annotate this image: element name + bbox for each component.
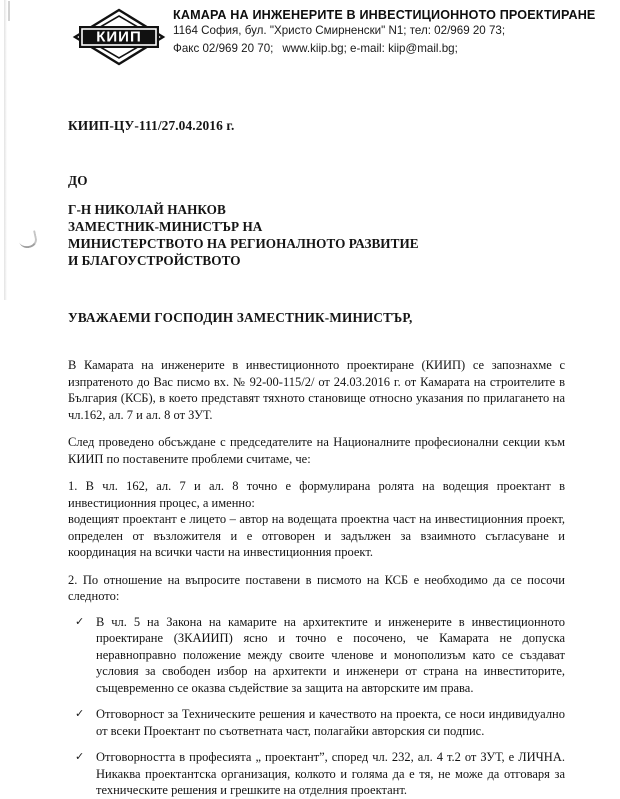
salutation: УВАЖАЕМИ ГОСПОДИН ЗАМЕСТНИК-МИНИСТЪР, (68, 310, 413, 325)
body-bullet-list (68, 614, 565, 799)
svg-text:КИИП: КИИП (95, 28, 142, 46)
check-icon: ✓ (75, 614, 85, 628)
body-paragraph-1: В Камарата на инженерите в инвестиционното проектиране (КИИП) се запознахме с изпратеното до Вас писмо вх. № 92-00-115/2/ от 24.03.2016 г. от Камарата на строителите в България (КСБ), в което представят тяхното становище относно указания по прилагането на чл.162, ал. 7 и ал. 8 от ЗУТ. (68, 358, 565, 422)
kiip-logo-icon (71, 8, 167, 66)
list-item (68, 614, 565, 697)
fax-number: Факс 02/969 20 70; (173, 41, 274, 55)
body-item-2-head: 2. По отношение на въпросите поставени в писмото на КСБ е необходимо да се посочи следното: (68, 572, 565, 603)
check-icon: ✓ (75, 750, 85, 763)
hole-punch-shadow-artifact (18, 230, 39, 249)
addressee-position: ЗАМЕСТНИК-МИНИСТЪР НА (68, 219, 263, 235)
organization-address: 1164 София, бул. "Христо Смирненски" N1; тел: 02/969 20 73; (173, 24, 506, 38)
addressee-ministry-line-2: И БЛАГОУСТРОЙСТВОТО (68, 253, 241, 269)
web-and-email[interactable]: www.kiip.bg; e-mail: kiip@mail.bg; (282, 41, 458, 55)
organization-name: КАМАРА НА ИНЖЕНЕРИТЕ В ИНВЕСТИЦИОННОТО ПРОЕКТИРАНЕ (173, 8, 596, 22)
letter-body (68, 357, 565, 799)
addressee-to-label: ДО (68, 173, 88, 188)
body-paragraph-2: След проведено обсъждане с председателите на Националните професионални секции към КИИП по поставените проблеми считаме, че: (68, 435, 565, 466)
body-item-1-head: 1. В чл. 162, ал. 7 и ал. 8 точно е формулирана ролята на водещия проектант в инвестиционния процес, а именно: (68, 479, 565, 510)
list-item-text: Отговорност за Техническите решения и качеството на проекта, се носи индивидуално от всеки Проектант по съответната част, полагайки авторския си подпис. (96, 707, 565, 738)
addressee-block (68, 174, 419, 270)
letterhead (0, 8, 620, 66)
check-icon: ✓ (75, 707, 85, 720)
list-item (68, 706, 565, 739)
list-item-text: Отговорността в професията „ проектант”, според чл. 232, ал. 4 т.2 от ЗУТ, е ЛИЧНА. Никаква проектантска организация, колкото и голяма да е тя, не може да отговаря за техническите решения и грешките на отделния проектант. (96, 750, 565, 797)
list-item-text: В чл. 5 на Закона на камарите на архитектите и инженерите в инвестиционното проектиране (ЗКАИИП) ясно и точно е посочено, че Камарата не допуска неравноправно положение между своите членове и монополизъм като се създават условия за свободен избор на архитекти и инженери от страна на инвеститорите, същевременно се оказва съдействие за защита на авторските им права. (96, 614, 565, 695)
kiip-logo (66, 8, 171, 66)
addressee-ministry-line-1: МИНИСТЕРСТВОТО НА РЕГИОНАЛНОТО РАЗВИТИЕ (68, 236, 419, 252)
list-item (68, 749, 565, 799)
body-item-1-body: водещият проектант е лицето – автор на водещата проектна част на инвестиционния проект, определен от възложителя и е отговорен и задължен за взаимното съгласуване и координация на всички части на инвестиционния проект. (68, 512, 565, 559)
organization-contacts (173, 40, 620, 57)
addressee-name: Г-Н НИКОЛАЙ НАНКОВ (68, 202, 226, 218)
document-reference-number: КИИП-ЦУ-111/27.04.2016 г. (68, 118, 235, 133)
